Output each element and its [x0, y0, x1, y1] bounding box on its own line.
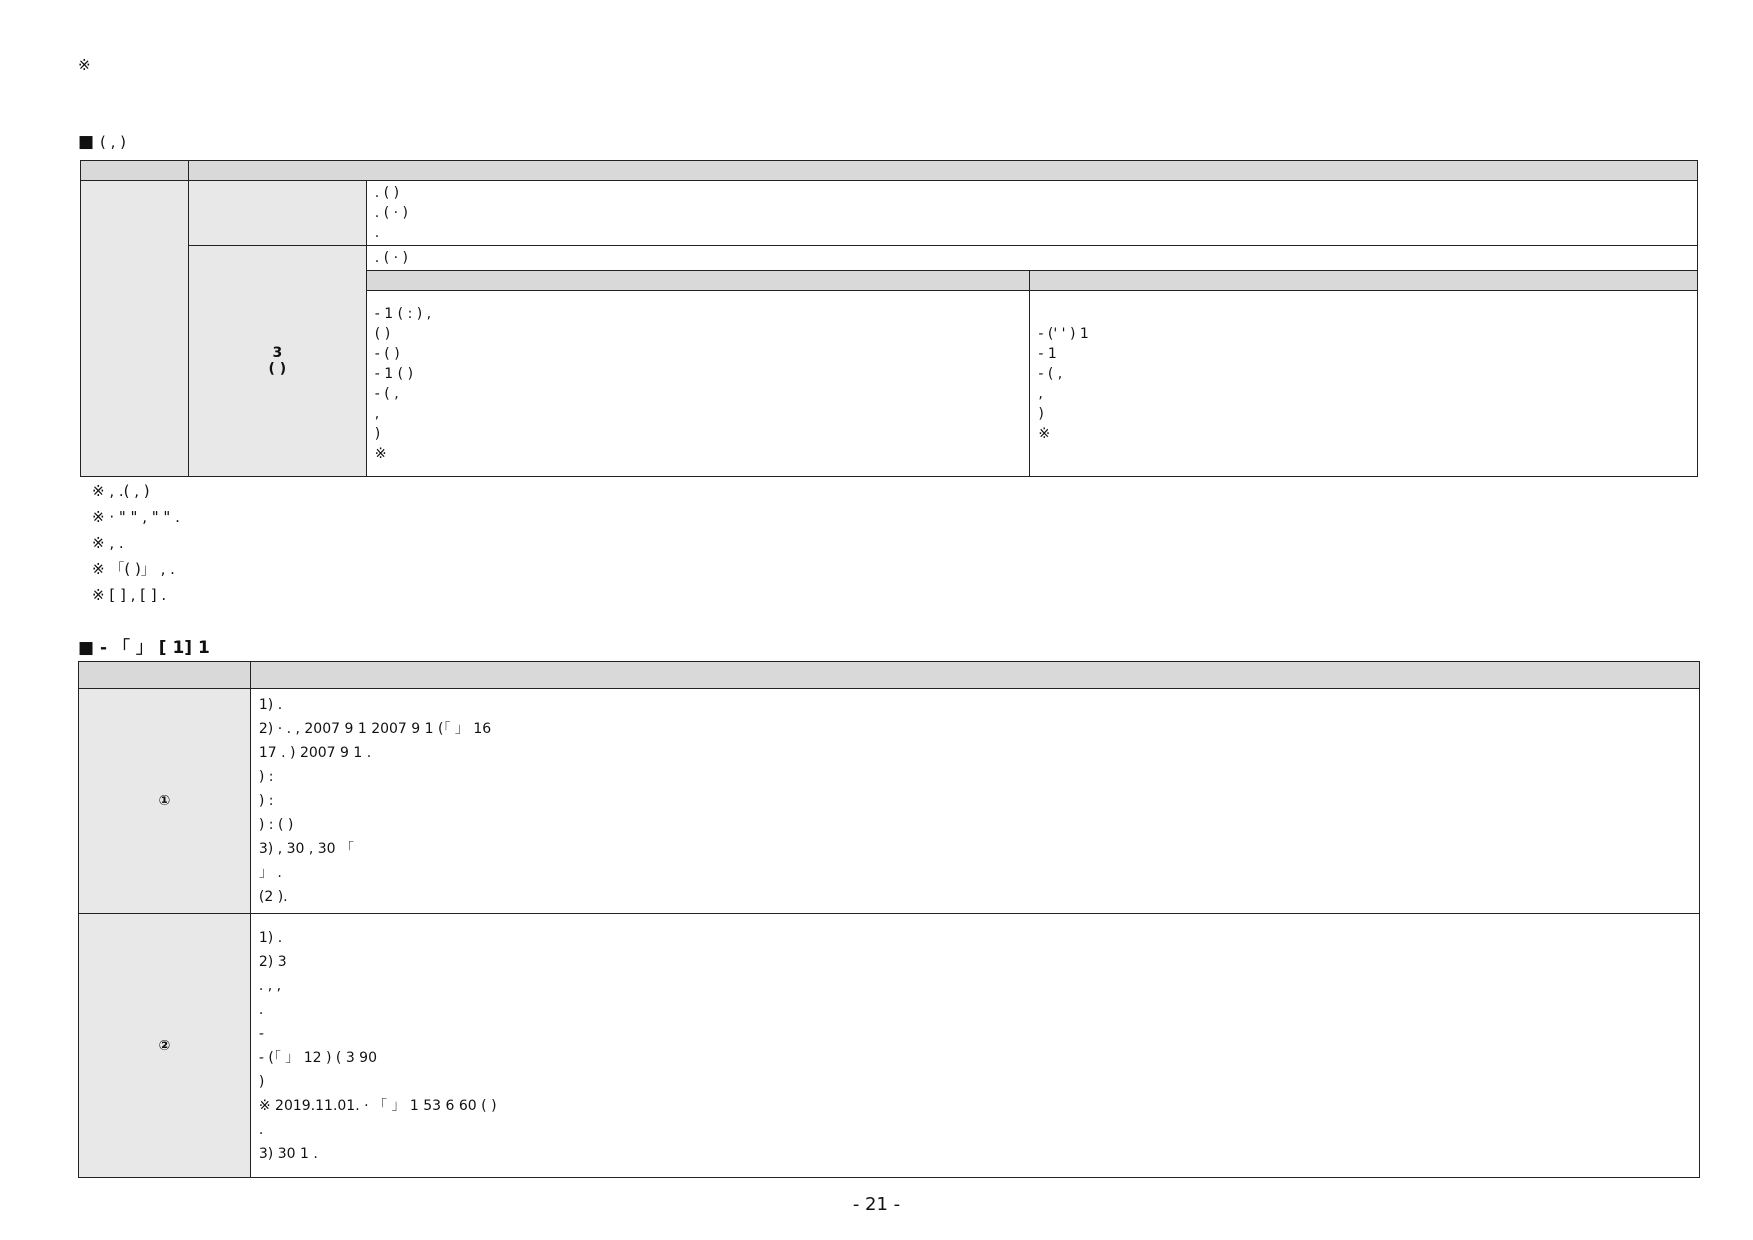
row2-line: - (「 」 12 ) ( 3 90 [258, 1049, 377, 1066]
row2-label: ② [79, 914, 251, 1178]
section1-heading [78, 132, 126, 152]
row2-line: . , , [258, 977, 282, 994]
row1-line: ) : [258, 793, 274, 809]
section1-table [80, 160, 1698, 477]
self-item: . ( · ) [374, 205, 408, 221]
method-a-line: ( ) [374, 325, 391, 342]
row1-line: 17 . ) 2007 9 1 . [258, 745, 372, 761]
method-a-header [366, 271, 1030, 291]
row1-line: 3) , 30 , 30 「 [258, 841, 355, 857]
method-a-line: - 1 ( ) [374, 365, 414, 382]
method-b-line: ※ [1038, 425, 1051, 442]
self-apply-label [188, 181, 366, 246]
method-a-line: - ( ) [374, 345, 400, 362]
row2-line: 3) 30 1 . [258, 1145, 318, 1162]
method-a-line: , [374, 405, 380, 422]
self-item: . ( ) [374, 185, 400, 201]
page-number: - 21 - [852, 1194, 901, 1215]
method-b-line: , [1038, 385, 1043, 402]
col-header-requirements [188, 161, 1697, 181]
section1-heading-note: ( , ) [99, 133, 126, 151]
row1-line: 」 . [258, 865, 282, 881]
row2-line: - [258, 1025, 264, 1042]
method-b-line: - 1 [1038, 345, 1057, 362]
row2-line: . [258, 1121, 264, 1138]
row1-line: ) : [258, 769, 274, 785]
col-header-category [81, 161, 189, 181]
method-b-line: - (' ' ) 1 [1038, 325, 1089, 342]
section2-table [78, 661, 1700, 1178]
row2-line: ※ 2019.11.01. · 「 」 1 53 6 60 ( ) [258, 1097, 497, 1114]
note-line: ※ · " " , " " . [92, 508, 180, 526]
proxy-apply-label: 3 ( ) [188, 246, 366, 477]
method-a-line: ※ [374, 445, 387, 462]
group-general [81, 181, 189, 477]
section1-heading-prefix: ■ [78, 132, 95, 152]
section2-heading: ■ - 「 」 [ 1] 1 [78, 638, 210, 658]
self-item: . [374, 225, 380, 241]
method-b-header [1030, 271, 1698, 291]
method-b-line: - ( , [1038, 365, 1063, 382]
row2-line: 1) . [258, 929, 283, 946]
s2-col-header-content [250, 662, 1699, 689]
row2-content [250, 914, 1699, 1178]
row2-line: 2) 3 [258, 953, 287, 970]
method-a-line: - 1 ( : ) , [374, 305, 432, 322]
note-line: ※ , .( , ) [92, 482, 150, 500]
method-b-line: ) [1038, 405, 1044, 422]
row1-content [250, 689, 1699, 914]
method-a-items [366, 291, 1030, 477]
row1-line: 2) · . , 2007 9 1 2007 9 1 (「 」 16 [258, 721, 492, 737]
top-note-line-1: ※ [78, 56, 91, 74]
row1-line: (2 ). [258, 889, 288, 905]
note-line: ※ , . [92, 534, 124, 552]
self-apply-items [366, 181, 1697, 246]
method-a-line: - ( , [374, 385, 399, 402]
method-b-items [1030, 291, 1698, 477]
row2-line: ) [258, 1073, 265, 1090]
note-line: ※ [ ] , [ ] . [92, 586, 167, 604]
row2-line: . [258, 1001, 264, 1018]
row1-line: ) : ( ) [258, 817, 294, 833]
s2-col-header-category [79, 662, 251, 689]
row1-line: 1) . [258, 697, 283, 713]
proxy-intro: . ( · ) [366, 246, 1697, 271]
section1-notes [92, 478, 1712, 608]
method-a-line: ) [374, 425, 381, 442]
note-line: ※ 「( )」 , . [92, 560, 175, 578]
row1-label: ① [79, 689, 251, 914]
top-note [78, 52, 1700, 79]
